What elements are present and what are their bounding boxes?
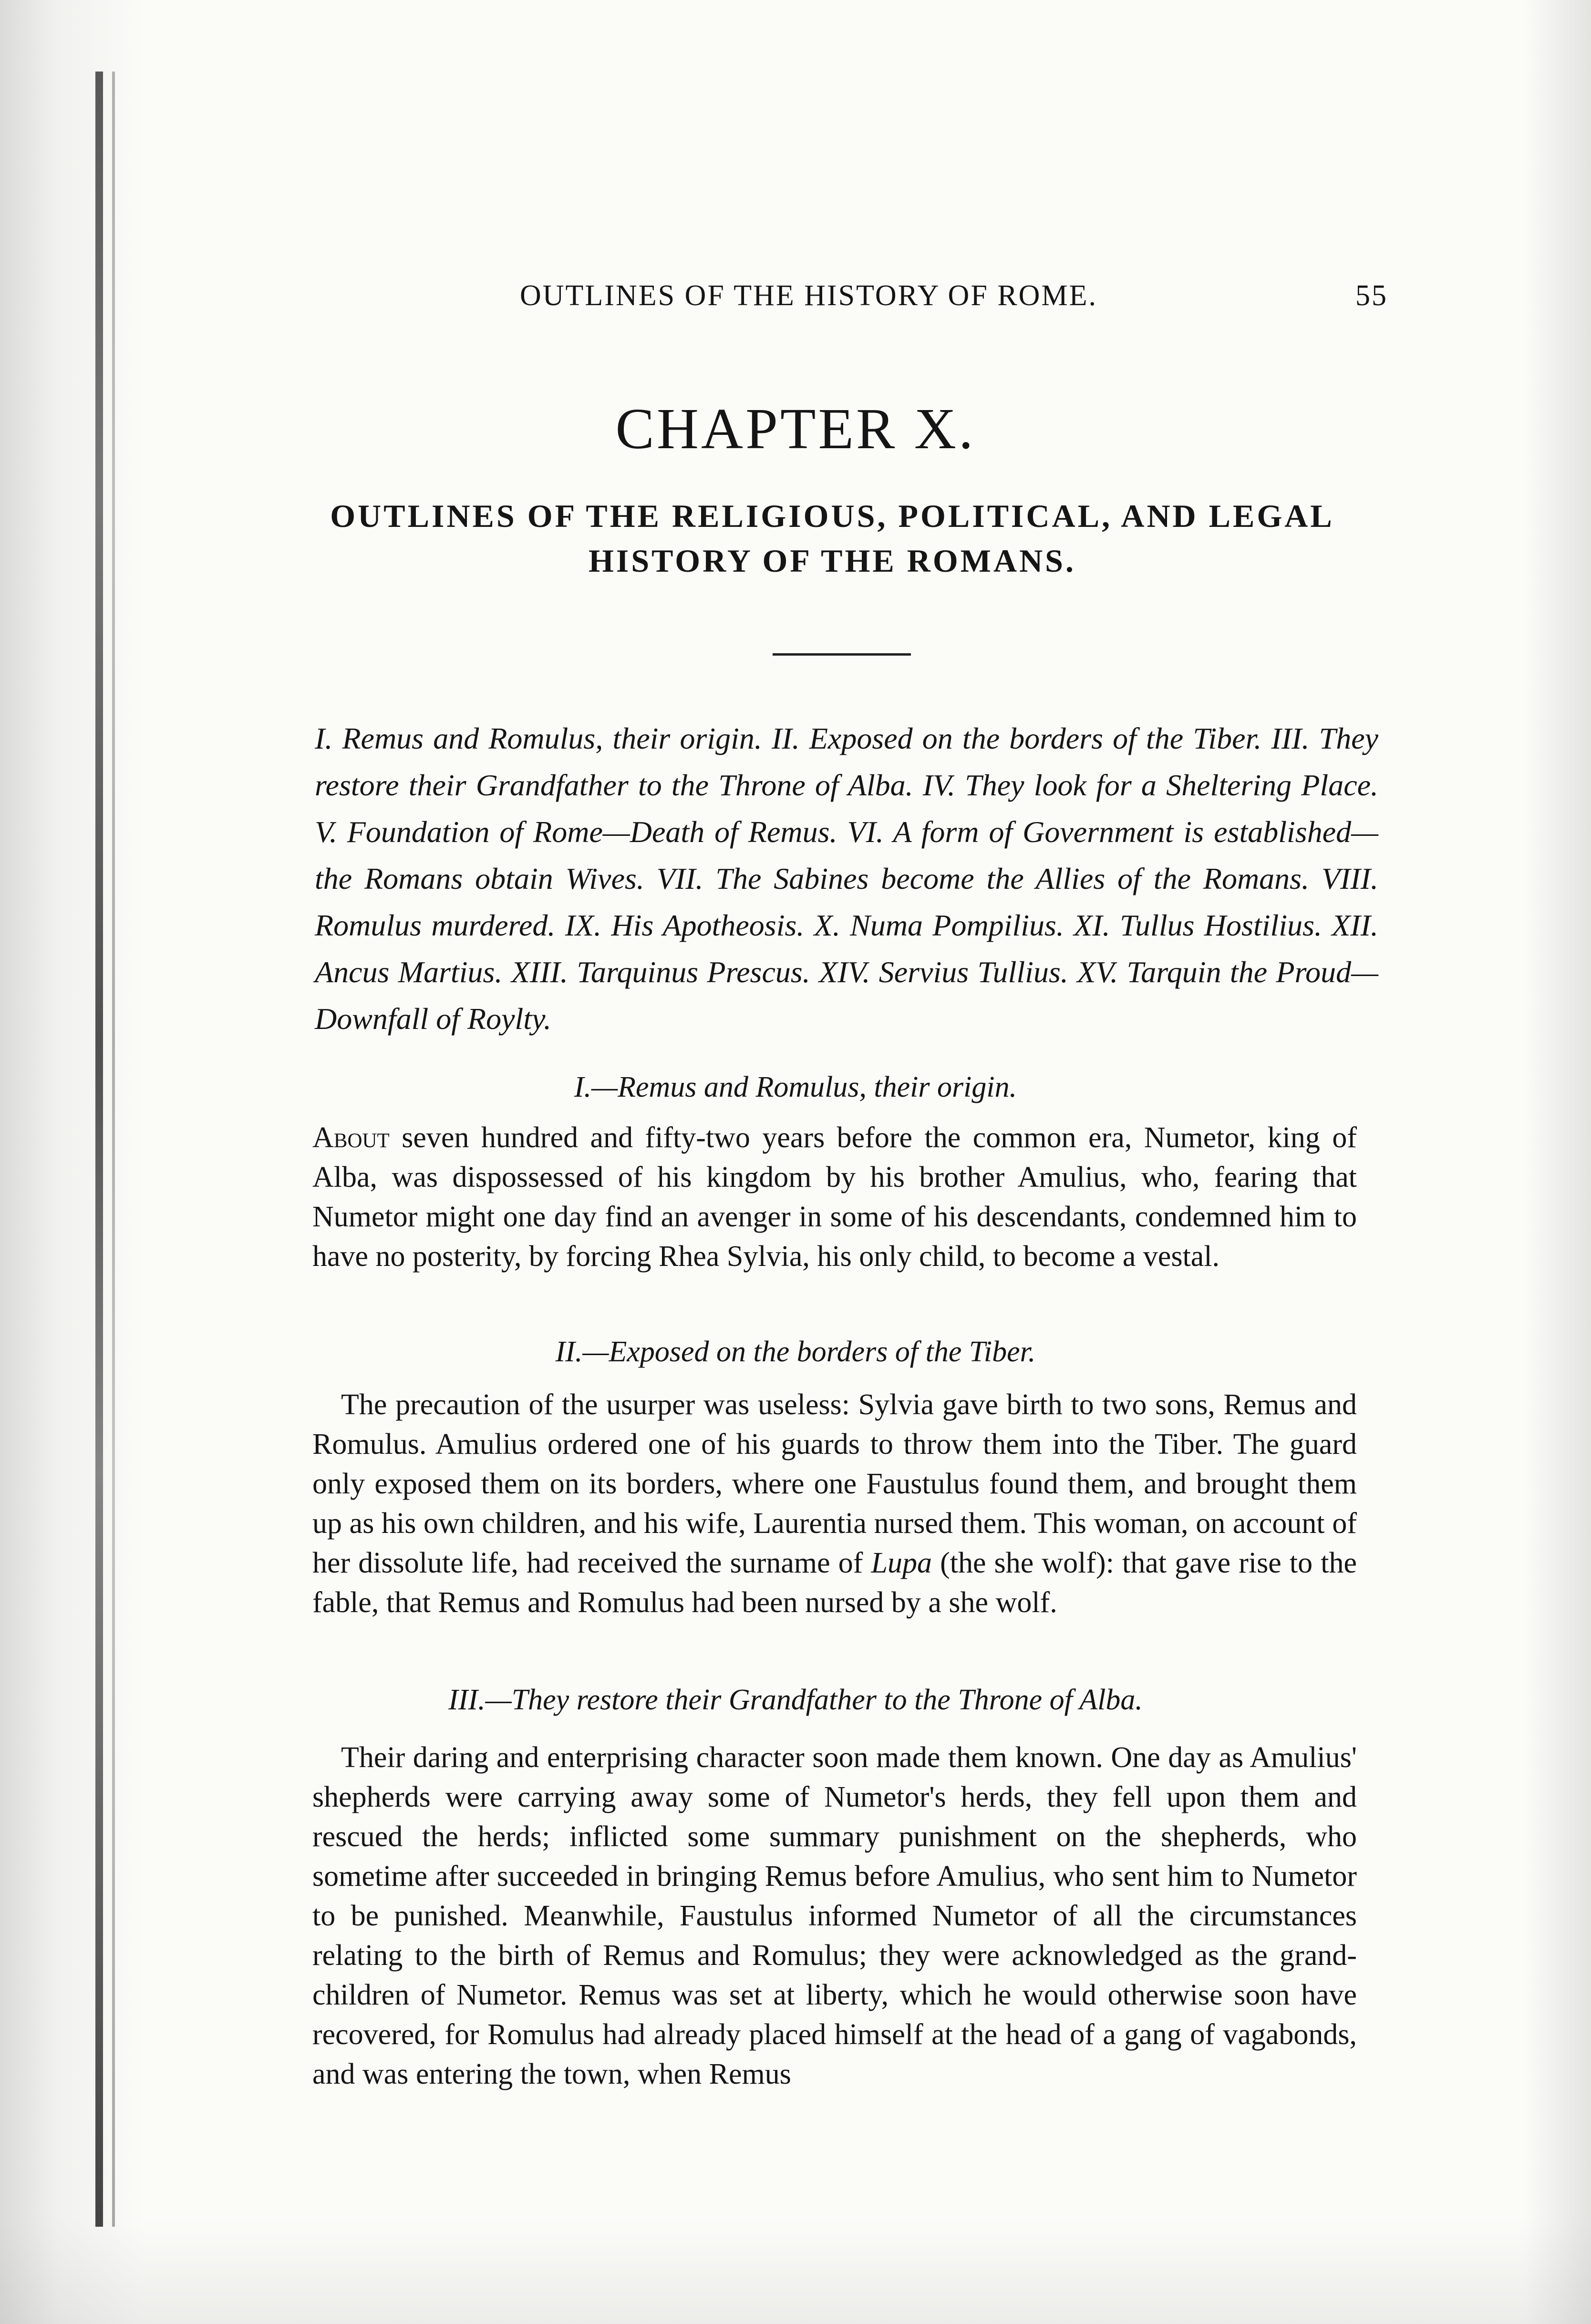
synopsis-item: IX. His Apotheosis. [565, 908, 814, 942]
synopsis-item: XI. Tullus Hostilius. [1074, 908, 1332, 942]
chapter-subtitle: OUTLINES OF THE RELIGIOUS, POLITICAL, AND LEGAL HISTORY OF THE ROMANS. [330, 498, 1334, 579]
scan-shadow-left [0, 0, 143, 2324]
synopsis-item: XIV. Servius Tullius. [819, 955, 1077, 989]
section-body-2b: (the she wolf): that gave rise to the fable, that Remus and Romulus had been nursed by a she wolf. [312, 1547, 1357, 1619]
chapter-synopsis [315, 715, 1378, 1042]
binding-gutter-shadow-secondary [112, 72, 115, 2227]
title-rule [773, 653, 911, 656]
scan-shadow-right [1524, 0, 1591, 2324]
synopsis-item: II. Exposed on the borders of the Tiber. [772, 721, 1271, 755]
synopsis-item: I. Remus and Romulus, their origin. [315, 721, 772, 755]
section-body-1: seven hundred and fifty-two years before the common era, Numetor, king of Alba, was dispossessed of his kingdom by his brother Amulius, who, fearing that Numetor might one day find an avenger in some of his descendants, condemned him to have no posterity, by forcing Rhea Sylvia, his only child, to become a vestal. [312, 1121, 1357, 1273]
synopsis-item: V. Foundation of Rome—Death of Remus. [315, 815, 847, 849]
synopsis-item: VIII. Romulus murdered. [315, 862, 1379, 942]
synopsis-item: XII. Ancus Martius. [315, 908, 1379, 989]
section-lead-word: About [312, 1121, 390, 1154]
synopsis-item: III. They restore their Grandfather to the Throne of Alba. [315, 721, 1379, 802]
section-paragraph-1 [312, 1118, 1357, 1276]
section-body-2a: The precaution of the usurper was useless: Sylvia gave birth to two sons, Remus and Romulus. Amulius ordered one of his guards to throw them into the Tiber. The guard only exposed them on its borders, where one Faustulus found them, and brought them up as his own children, and his wife, Laurentia nursed them. This woman, on account of her dissolute life, had received the surname of [312, 1388, 1357, 1579]
binding-gutter-shadow [95, 72, 103, 2227]
section-paragraph-2 [312, 1385, 1357, 1623]
italic-word-lupa: Lupa [871, 1547, 932, 1579]
page-number: 55 [1355, 279, 1388, 312]
synopsis-item: VII. The Sabines become the Allies of the Romans. [656, 862, 1322, 895]
synopsis-item: XIII. Tarquinus Prescus. [511, 955, 819, 989]
synopsis-item: IV. They look for a Sheltering Place. [922, 768, 1379, 802]
section-heading-1: I.—Remus and Romulus, their origin. [574, 1071, 1017, 1103]
synopsis-item: X. Numa Pompilius. [814, 908, 1074, 942]
section-body-3: Their daring and enterprising character soon made them known. One day as Amulius' shepherds were carrying away some of Numetor's herds, they fell upon them and rescued the herds; inflicted some summary punishment on the shepherds, who sometime after succeeded in bringing Remus before Amulius, who sent him to Numetor to be punished. Meanwhile, Faustulus informed Numetor of all the circumstances relating to the birth of Remus and Romulus; they were acknowledged as the grand-children of Numetor. Remus was set at liberty, which he would otherwise soon have recovered, for Romulus had already placed himself at the head of a gang of vagabonds, and was entering the town, when Remus [312, 1741, 1357, 2090]
running-head [520, 279, 1388, 313]
synopsis-item: VI. A form of Government is established—the Romans obtain Wives. [315, 815, 1378, 895]
section-paragraph-3 [312, 1738, 1357, 2094]
section-heading-3: III.—They restore their Grandfather to the Throne of Alba. [448, 1684, 1143, 1716]
running-title: OUTLINES OF THE HISTORY OF ROME. [520, 279, 1097, 312]
synopsis-item: XV. Tarquin the Proud—Downfall of Roylty. [315, 955, 1379, 1036]
section-heading-2: II.—Exposed on the borders of the Tiber. [555, 1336, 1036, 1368]
scan-shadow-bottom [0, 2219, 1591, 2324]
chapter-title: CHAPTER X. [615, 397, 976, 461]
